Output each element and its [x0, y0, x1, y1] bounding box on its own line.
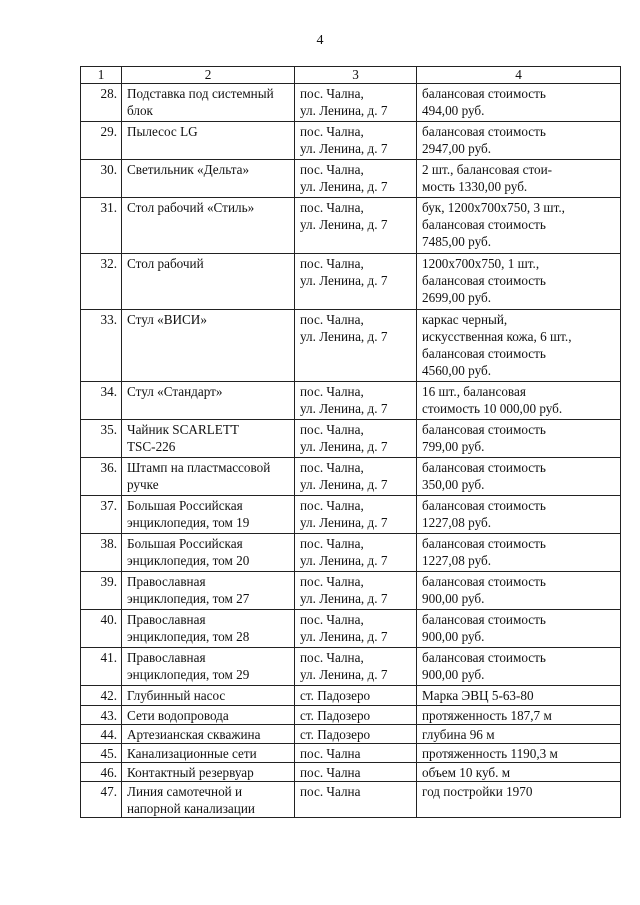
- location-cell: [295, 84, 417, 122]
- location-cell: [295, 382, 417, 420]
- details-line: балансовая стоимость: [422, 422, 546, 437]
- item-name-line: Православная: [127, 650, 206, 665]
- table-row: [81, 310, 621, 382]
- location-cell: [295, 744, 417, 763]
- row-number: 34.: [81, 382, 122, 420]
- column-header-4: 4: [417, 67, 621, 84]
- details-line: мость 1330,00 руб.: [422, 179, 528, 194]
- item-name-line: Стол рабочий: [127, 256, 204, 271]
- details-line: объем 10 куб. м: [422, 765, 511, 780]
- details-line: бук, 1200х700х750, 3 шт.,: [422, 200, 565, 215]
- item-name-line: Пылесос LG: [127, 124, 198, 139]
- item-name-cell: [122, 310, 295, 382]
- details-cell: [417, 782, 621, 818]
- location-line: ул. Ленина, д. 7: [300, 217, 388, 232]
- location-line: пос. Чална,: [300, 650, 364, 665]
- item-name-line: Стул «ВИСИ»: [127, 312, 207, 327]
- table-row: [81, 160, 621, 198]
- table-row: [81, 648, 621, 686]
- location-cell: [295, 572, 417, 610]
- table-row: [81, 610, 621, 648]
- details-cell: [417, 122, 621, 160]
- location-line: ул. Ленина, д. 7: [300, 667, 388, 682]
- item-name-line: энциклопедия, том 27: [127, 591, 250, 606]
- details-line: 350,00 руб.: [422, 477, 485, 492]
- row-number: 45.: [81, 744, 122, 763]
- details-cell: [417, 160, 621, 198]
- location-line: пос. Чална,: [300, 536, 364, 551]
- table-row: [81, 122, 621, 160]
- table-row: [81, 686, 621, 706]
- item-name-cell: [122, 254, 295, 310]
- details-line: 900,00 руб.: [422, 591, 485, 606]
- column-header-2: 2: [122, 67, 295, 84]
- location-line: пос. Чална,: [300, 256, 364, 271]
- details-line: 16 шт., балансовая: [422, 384, 526, 399]
- item-name-line: Контактный резервуар: [127, 765, 254, 780]
- item-name-line: Линия самотечной и: [127, 784, 243, 799]
- details-line: балансовая стоимость: [422, 217, 546, 232]
- details-line: балансовая стоимость: [422, 650, 546, 665]
- item-name-line: Большая Российская: [127, 498, 243, 513]
- details-cell: [417, 198, 621, 254]
- location-line: ул. Ленина, д. 7: [300, 515, 388, 530]
- details-cell: [417, 610, 621, 648]
- details-cell: [417, 686, 621, 706]
- location-line: ул. Ленина, д. 7: [300, 591, 388, 606]
- item-name-line: Артезианская скважина: [127, 727, 261, 742]
- item-name-cell: [122, 648, 295, 686]
- location-line: пос. Чална: [300, 746, 361, 761]
- row-number: 44.: [81, 725, 122, 744]
- table-row: [81, 84, 621, 122]
- details-cell: [417, 763, 621, 782]
- table-row: [81, 744, 621, 763]
- table-row: [81, 198, 621, 254]
- table-header: [81, 67, 621, 84]
- item-name-cell: [122, 744, 295, 763]
- row-number: 38.: [81, 534, 122, 572]
- item-name-line: энциклопедия, том 19: [127, 515, 250, 530]
- location-line: пос. Чална,: [300, 574, 364, 589]
- location-cell: [295, 782, 417, 818]
- row-number: 39.: [81, 572, 122, 610]
- details-line: протяженность 1190,3 м: [422, 746, 558, 761]
- table-body: [81, 84, 621, 818]
- table-row: [81, 572, 621, 610]
- item-name-cell: [122, 198, 295, 254]
- row-number: 32.: [81, 254, 122, 310]
- table-row: [81, 782, 621, 818]
- table-row: [81, 706, 621, 725]
- details-line: 1227,08 руб.: [422, 553, 492, 568]
- item-name-cell: [122, 458, 295, 496]
- table-row: [81, 458, 621, 496]
- location-line: пос. Чална: [300, 765, 361, 780]
- item-name-cell: [122, 782, 295, 818]
- details-line: глубина 96 м: [422, 727, 495, 742]
- location-line: пос. Чална,: [300, 124, 364, 139]
- row-number: 31.: [81, 198, 122, 254]
- item-name-line: Чайник SCARLETT: [127, 422, 239, 437]
- details-cell: [417, 382, 621, 420]
- details-cell: [417, 534, 621, 572]
- location-line: пос. Чална,: [300, 460, 364, 475]
- details-cell: [417, 458, 621, 496]
- details-cell: [417, 744, 621, 763]
- item-name-line: напорной канализации: [127, 801, 255, 816]
- row-number: 43.: [81, 706, 122, 725]
- details-line: 799,00 руб.: [422, 439, 485, 454]
- location-line: пос. Чална,: [300, 162, 364, 177]
- location-cell: [295, 610, 417, 648]
- row-number: 40.: [81, 610, 122, 648]
- item-name-cell: [122, 420, 295, 458]
- details-line: 7485,00 руб.: [422, 234, 492, 249]
- item-name-line: Стул «Стандарт»: [127, 384, 223, 399]
- row-number: 33.: [81, 310, 122, 382]
- details-line: искусственная кожа, 6 шт.,: [422, 329, 572, 344]
- item-name-cell: [122, 122, 295, 160]
- details-line: 494,00 руб.: [422, 103, 485, 118]
- location-cell: [295, 420, 417, 458]
- location-cell: [295, 160, 417, 198]
- details-line: балансовая стоимость: [422, 86, 546, 101]
- row-number: 29.: [81, 122, 122, 160]
- column-header-3: 3: [295, 67, 417, 84]
- header-row: [81, 67, 621, 84]
- details-line: 900,00 руб.: [422, 629, 485, 644]
- location-line: ул. Ленина, д. 7: [300, 329, 388, 344]
- location-line: пос. Чална: [300, 784, 361, 799]
- item-name-cell: [122, 534, 295, 572]
- row-number: 46.: [81, 763, 122, 782]
- location-line: ул. Ленина, д. 7: [300, 273, 388, 288]
- details-line: год постройки 1970: [422, 784, 533, 799]
- details-line: 1200х700х750, 1 шт.,: [422, 256, 540, 271]
- location-cell: [295, 706, 417, 725]
- row-number: 41.: [81, 648, 122, 686]
- location-line: пос. Чална,: [300, 384, 364, 399]
- location-line: пос. Чална,: [300, 612, 364, 627]
- inventory-table: [80, 66, 621, 818]
- item-name-line: Подставка под системный: [127, 86, 274, 101]
- location-cell: [295, 648, 417, 686]
- details-line: Марка ЭВЦ 5-63-80: [422, 688, 534, 703]
- location-line: ул. Ленина, д. 7: [300, 401, 388, 416]
- item-name-line: Большая Российская: [127, 536, 243, 551]
- location-line: пос. Чална,: [300, 422, 364, 437]
- item-name-cell: [122, 382, 295, 420]
- table-row: [81, 254, 621, 310]
- details-line: балансовая стоимость: [422, 536, 546, 551]
- item-name-cell: [122, 725, 295, 744]
- item-name-line: TSC-226: [127, 439, 176, 454]
- row-number: 37.: [81, 496, 122, 534]
- table-row: [81, 420, 621, 458]
- details-line: балансовая стоимость: [422, 124, 546, 139]
- location-cell: [295, 458, 417, 496]
- details-cell: [417, 572, 621, 610]
- location-line: ул. Ленина, д. 7: [300, 141, 388, 156]
- details-cell: [417, 420, 621, 458]
- item-name-line: Православная: [127, 612, 206, 627]
- item-name-cell: [122, 496, 295, 534]
- location-cell: [295, 198, 417, 254]
- row-number: 36.: [81, 458, 122, 496]
- item-name-line: Стол рабочий «Стиль»: [127, 200, 255, 215]
- details-line: балансовая стоимость: [422, 574, 546, 589]
- location-cell: [295, 496, 417, 534]
- location-line: ул. Ленина, д. 7: [300, 477, 388, 492]
- item-name-line: энциклопедия, том 29: [127, 667, 250, 682]
- item-name-line: Православная: [127, 574, 206, 589]
- location-line: ст. Падозеро: [300, 727, 371, 742]
- location-line: ул. Ленина, д. 7: [300, 179, 388, 194]
- item-name-line: блок: [127, 103, 153, 118]
- details-line: 900,00 руб.: [422, 667, 485, 682]
- row-number: 28.: [81, 84, 122, 122]
- details-line: балансовая стоимость: [422, 612, 546, 627]
- details-line: балансовая стоимость: [422, 498, 546, 513]
- item-name-line: ручке: [127, 477, 159, 492]
- item-name-line: энциклопедия, том 20: [127, 553, 250, 568]
- item-name-line: Светильник «Дельта»: [127, 162, 250, 177]
- location-line: пос. Чална,: [300, 200, 364, 215]
- details-line: протяженность 187,7 м: [422, 708, 552, 723]
- details-line: 1227,08 руб.: [422, 515, 492, 530]
- row-number: 35.: [81, 420, 122, 458]
- details-cell: [417, 725, 621, 744]
- item-name-cell: [122, 610, 295, 648]
- item-name-cell: [122, 160, 295, 198]
- item-name-cell: [122, 706, 295, 725]
- table-row: [81, 496, 621, 534]
- location-cell: [295, 122, 417, 160]
- details-cell: [417, 84, 621, 122]
- item-name-line: Канализационные сети: [127, 746, 257, 761]
- details-line: балансовая стоимость: [422, 460, 546, 475]
- details-cell: [417, 310, 621, 382]
- location-line: ул. Ленина, д. 7: [300, 439, 388, 454]
- location-cell: [295, 763, 417, 782]
- location-cell: [295, 686, 417, 706]
- location-cell: [295, 725, 417, 744]
- item-name-line: Штамп на пластмассовой: [127, 460, 271, 475]
- location-line: ст. Падозеро: [300, 688, 371, 703]
- location-line: пос. Чална,: [300, 498, 364, 513]
- details-cell: [417, 706, 621, 725]
- column-header-1: 1: [81, 67, 122, 84]
- details-line: 2 шт., балансовая стои-: [422, 162, 553, 177]
- details-cell: [417, 254, 621, 310]
- table-row: [81, 725, 621, 744]
- details-line: 2947,00 руб.: [422, 141, 492, 156]
- row-number: 30.: [81, 160, 122, 198]
- details-line: 4560,00 руб.: [422, 363, 492, 378]
- details-line: 2699,00 руб.: [422, 290, 492, 305]
- details-cell: [417, 496, 621, 534]
- location-cell: [295, 254, 417, 310]
- item-name-cell: [122, 763, 295, 782]
- item-name-line: энциклопедия, том 28: [127, 629, 250, 644]
- row-number: 42.: [81, 686, 122, 706]
- location-line: ст. Падозеро: [300, 708, 371, 723]
- details-line: балансовая стоимость: [422, 273, 546, 288]
- row-number: 47.: [81, 782, 122, 818]
- location-cell: [295, 534, 417, 572]
- item-name-line: Глубинный насос: [127, 688, 226, 703]
- location-line: ул. Ленина, д. 7: [300, 553, 388, 568]
- location-cell: [295, 310, 417, 382]
- location-line: ул. Ленина, д. 7: [300, 103, 388, 118]
- location-line: пос. Чална,: [300, 86, 364, 101]
- item-name-line: Сети водопровода: [127, 708, 229, 723]
- details-line: балансовая стоимость: [422, 346, 546, 361]
- item-name-cell: [122, 84, 295, 122]
- item-name-cell: [122, 572, 295, 610]
- table-row: [81, 382, 621, 420]
- details-cell: [417, 648, 621, 686]
- page-number: 4: [316, 33, 324, 48]
- item-name-cell: [122, 686, 295, 706]
- table-row: [81, 763, 621, 782]
- location-line: пос. Чална,: [300, 312, 364, 327]
- table-row: [81, 534, 621, 572]
- location-line: ул. Ленина, д. 7: [300, 629, 388, 644]
- details-line: стоимость 10 000,00 руб.: [422, 401, 563, 416]
- details-line: каркас черный,: [422, 312, 508, 327]
